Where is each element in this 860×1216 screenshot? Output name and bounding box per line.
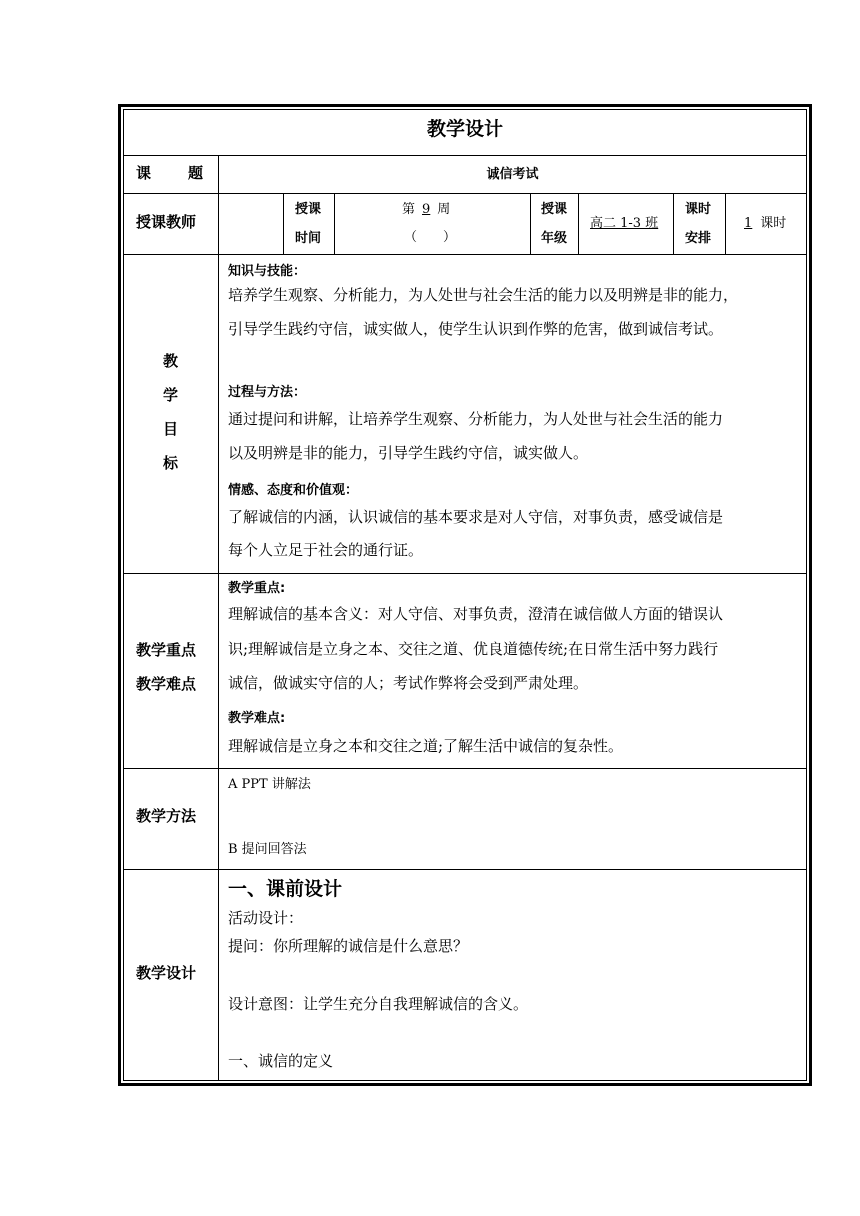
document-title: 教学设计 [426, 118, 503, 140]
objectives-label-2: 学 [163, 386, 179, 404]
rule-keypoints [124, 768, 806, 769]
difficulty-line-1: 理解诚信是立身之本和交往之道;了解生活中诚信的复杂性。 [228, 737, 624, 755]
objectives-label-1: 教 [163, 352, 179, 370]
week-field [402, 198, 450, 217]
design-line-1: 活动设计： [228, 909, 304, 927]
period-value: 1 [744, 216, 753, 231]
design-line-3: 设计意图：让学生充分自我理解诚信的含义。 [228, 995, 529, 1013]
emotion-title: 情感、态度和价值观： [228, 483, 359, 498]
period-label-2: 安排 [685, 231, 712, 246]
rule-objectives [124, 573, 806, 574]
grade-value: 高二 1-3 班 [590, 216, 659, 231]
rule-methods [124, 869, 806, 870]
week-suffix: 周 [437, 202, 451, 217]
focus-line-2: 识;理解诚信是立身之本、交往之道、优良道德传统;在日常生活中努力践行 [228, 640, 719, 658]
design-heading: 一、课前设计 [228, 878, 343, 900]
rule-title [124, 155, 806, 156]
date-paren: （ ） [404, 230, 457, 245]
objectives-label-3: 目 [163, 420, 179, 438]
design-label: 教学设计 [136, 964, 197, 982]
rule-sched-6 [725, 193, 726, 254]
topic-value: 诚信考试 [486, 167, 539, 182]
period-unit: 课时 [760, 216, 787, 231]
emotion-line-1: 了解诚信的内涵，认识诚信的基本要求是对人守信，对事负责，感受诚信是 [228, 508, 724, 526]
methods-label: 教学方法 [136, 807, 197, 825]
process-title: 过程与方法： [228, 385, 307, 400]
emotion-line-2: 每个人立足于社会的通行证。 [228, 541, 424, 559]
rule-topic [124, 193, 806, 194]
rule-schedule [124, 254, 806, 255]
rule-sched-1 [283, 193, 284, 254]
week-prefix: 第 [402, 202, 416, 217]
process-line-1: 通过提问和讲解，让培养学生观察、分析能力，为人处世与社会生活的能力 [228, 410, 724, 428]
grade-label-2: 年级 [541, 231, 568, 246]
rule-sched-5 [673, 193, 674, 254]
method-a: A PPT 讲解法 [228, 777, 311, 792]
knowledge-line-2: 引导学生践约守信，诚实做人，使学生认识到作弊的危害，做到诚信考试。 [228, 320, 724, 338]
method-b: B 提问回答法 [228, 842, 307, 857]
time-label-1: 授课 [295, 202, 322, 217]
teacher-label: 授课教师 [136, 213, 197, 231]
keypoints-label-2: 教学难点 [136, 675, 197, 693]
knowledge-line-1: 培养学生观察、分析能力，为人处世与社会生活的能力以及明辨是非的能力， [228, 286, 739, 304]
week-value: 9 [422, 202, 431, 217]
period-field [736, 212, 786, 231]
keypoints-label-1: 教学重点 [136, 641, 197, 659]
rule-sched-2 [334, 193, 335, 254]
rule-sched-4 [578, 193, 579, 254]
focus-title: 教学重点: [228, 581, 286, 596]
topic-label-b: 题 [188, 164, 204, 182]
process-line-2: 以及明辨是非的能力，引导学生践约守信，诚实做人。 [228, 444, 589, 462]
design-line-4: 一、诚信的定义 [228, 1052, 334, 1070]
focus-line-1: 理解诚信的基本含义：对人守信、对事负责，澄清在诚信做人方面的错误认 [228, 605, 724, 623]
rule-label-column [218, 155, 219, 1080]
objectives-label-4: 标 [163, 454, 179, 472]
design-line-2: 提问：你所理解的诚信是什么意思？ [228, 937, 469, 955]
period-label-1: 课时 [685, 202, 712, 217]
rule-sched-3 [530, 193, 531, 254]
knowledge-title: 知识与技能： [228, 264, 307, 279]
topic-label-a: 课 [136, 164, 152, 182]
grade-label-1: 授课 [541, 202, 568, 217]
difficulty-title: 教学难点: [228, 711, 286, 726]
focus-line-3: 诚信，做诚实守信的人；考试作弊将会受到严肃处理。 [228, 674, 589, 692]
time-label-2: 时间 [295, 231, 322, 246]
